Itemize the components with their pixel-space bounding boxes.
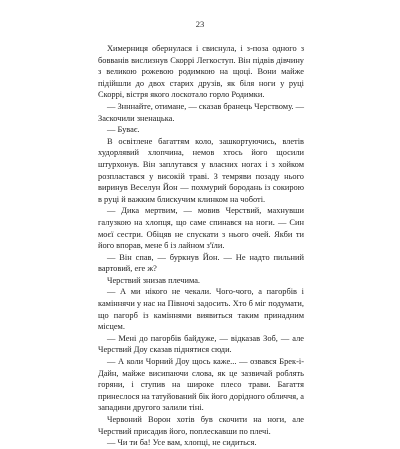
paragraph: — Знннайте, отимане, — сказав бранець Черствому. — Заскочили зненацька. — [98, 101, 304, 123]
paragraph: — А ми нікого не чекали. Чого-чого, а пагорбів і каміннячи у нас на Півночі задосить. Хто б міг подумати, що пагорб із каміннями виявиться таким принадним місцем. — [98, 287, 304, 332]
paragraph: Червоний Ворон хотів був скочити на ноги, але Черствий присадив його, поплескавши по плечі. — [98, 415, 304, 436]
paragraph: — А коли Чорний Доу щось каже... — озвався Брек-і-Дайн, майже висипаючи слова, як це зазвичай роблять горяни, і ступив на широке плесо трави. Багаття принеслося на татуйований бік його доріднoго обличчя, а западини другого залили тіні. — [98, 357, 304, 413]
paragraph: — Мені до пагорбів байдуже, — відказав Зоб, — але Черствий Доу сказав піднятися сюди. — [98, 333, 304, 355]
paragraph: — Дика мертвим, — мовив Черствий, махнувши галузкою на хлопця, що саме спинався на ноги. — Син моєї сестри. Обіцяв не спускати з нього очей. Якби ти його впорав, мене б із лайном з'їли. — [98, 206, 304, 251]
paragraph: Черствий знизав плечима. — [107, 275, 200, 285]
body-text — [98, 43, 304, 449]
page-number: 23 — [195, 19, 205, 29]
paragraph: — Буває. — [107, 125, 140, 135]
paragraph: — Чи ти ба! Усе вам, хлопці, не сидиться. — [107, 438, 257, 448]
paragraph: Химерниця обернулася і свиснула, і з-поза одного з бовванів вислизнув Скоррі Легкоступ. Він підвів дівчину з великою рожевою родимкою на щоці. Вони майже підійшли до двох старих друзів, як біля ноги у руці Скоррі, вістря якого лоскотало горло Родимки. — [98, 44, 304, 100]
paragraph: — Він спав, — буркнув Йон. — Не надто пильний вартовий, еге ж? — [98, 252, 304, 274]
paragraph: В освітлене багаттям коло, зашкортуючись, влетів худорлявий хлопчина, немов хтось його щосили штурхонув. Він заплутався у власних ногах і з хойком розпластався у високій траві. З темряви позаду нього виринув Веселун Йон — похмурий бородань із сокирою в руці й важким блискучим клинком на чоботі. — [98, 136, 304, 204]
